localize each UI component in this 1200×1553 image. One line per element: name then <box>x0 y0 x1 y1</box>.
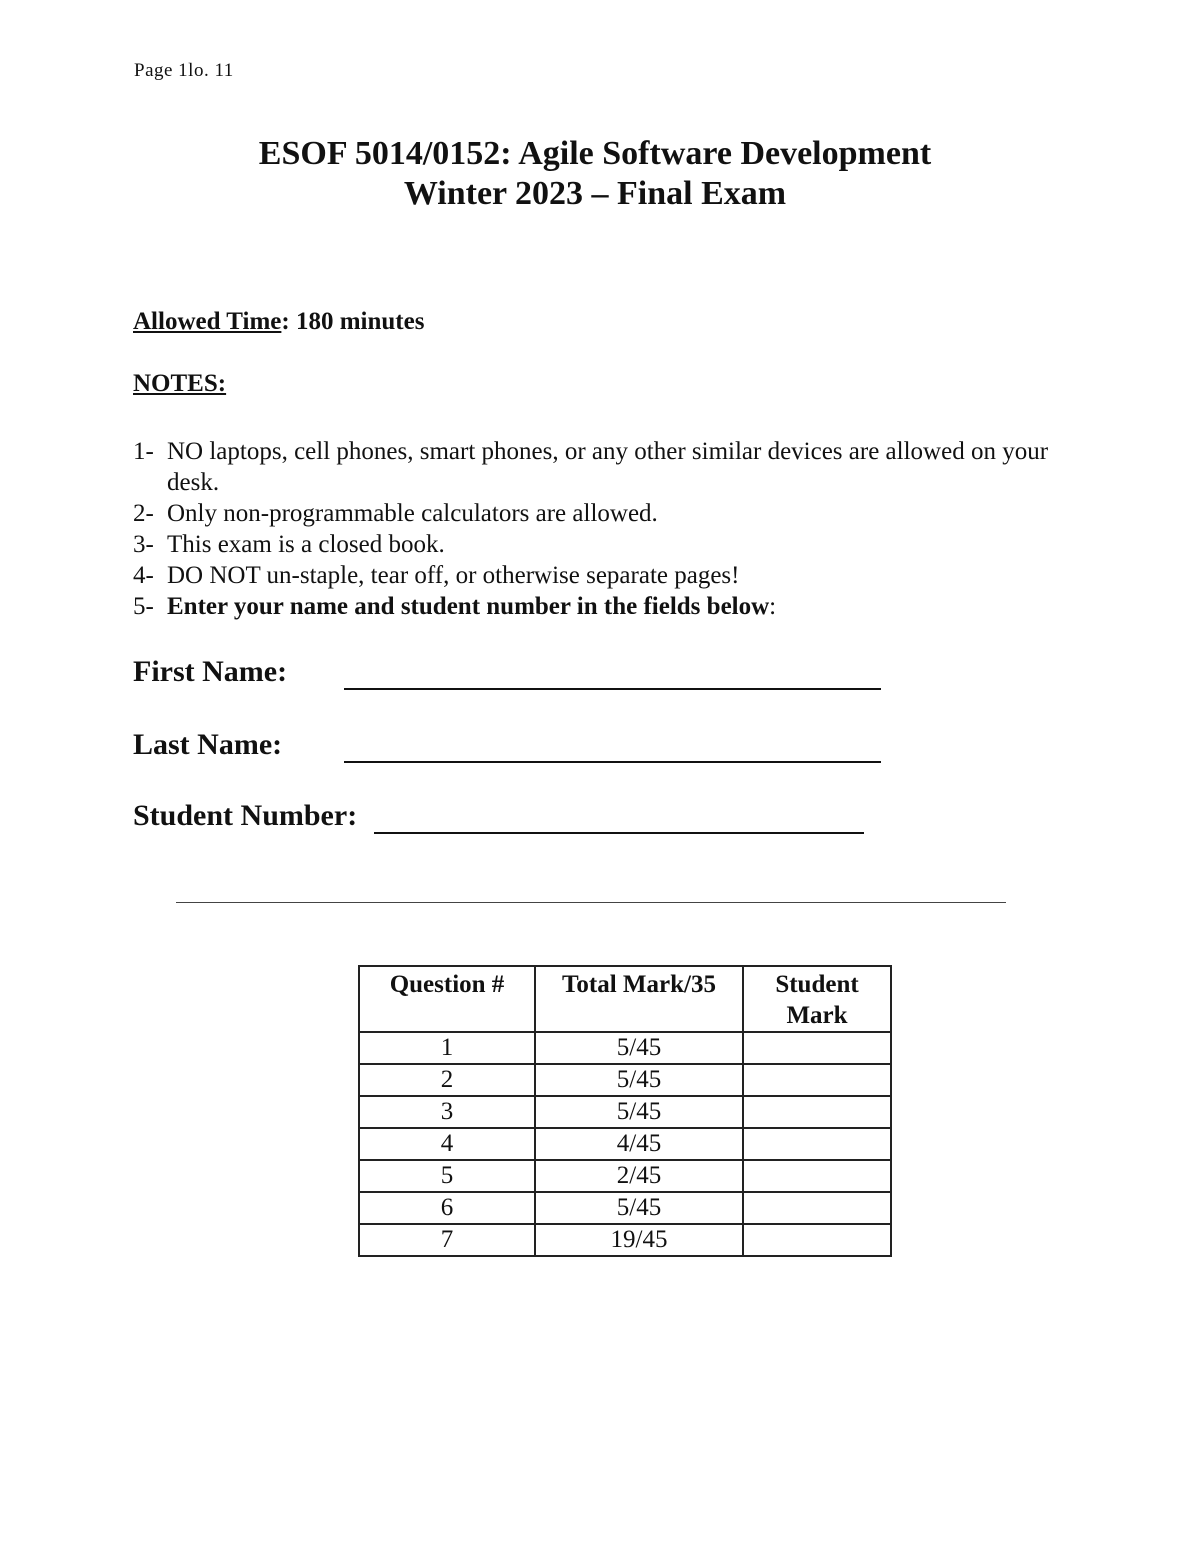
last-name-label: Last Name: <box>133 728 283 761</box>
note-number: 5- <box>133 593 154 620</box>
total-mark: 19/45 <box>535 1224 743 1256</box>
note-item <box>133 529 1063 560</box>
table-row <box>359 1096 891 1128</box>
separator-line <box>176 902 1006 903</box>
page-number-label: Page 1lo. 11 <box>134 60 234 81</box>
student-mark-cell[interactable] <box>743 1224 891 1256</box>
note-suffix: : <box>769 593 777 620</box>
note-number: 1- <box>133 438 154 465</box>
header-total-mark: Total Mark/35 <box>535 966 743 1032</box>
question-number: 7 <box>359 1224 535 1256</box>
question-number: 1 <box>359 1032 535 1064</box>
note-text: Enter your name and student number in the fields below <box>167 593 770 620</box>
course-title: ESOF 5014/0152: Agile Software Development <box>258 135 932 172</box>
first-name-label: First Name: <box>133 655 288 688</box>
total-mark: 5/45 <box>535 1064 743 1096</box>
note-item <box>133 498 1063 529</box>
question-number: 4 <box>359 1128 535 1160</box>
student-number-field[interactable] <box>374 832 864 834</box>
student-mark-cell[interactable] <box>743 1192 891 1224</box>
marks-table <box>358 965 892 1257</box>
student-mark-cell[interactable] <box>743 1032 891 1064</box>
first-name-field[interactable] <box>344 688 881 690</box>
question-number: 5 <box>359 1160 535 1192</box>
table-header-row <box>359 966 891 1032</box>
student-mark-cell[interactable] <box>743 1064 891 1096</box>
allowed-time-label: Allowed Time <box>133 308 282 335</box>
exam-title <box>0 134 1190 214</box>
table-row <box>359 1160 891 1192</box>
header-question: Question # <box>359 966 535 1032</box>
note-text: This exam is a closed book. <box>167 531 445 558</box>
note-text: Only non-programmable calculators are allowed. <box>167 500 658 527</box>
note-text: NO laptops, cell phones, smart phones, or any other similar devices are allowed on your desk. <box>167 438 1049 496</box>
allowed-time <box>133 308 424 336</box>
total-mark: 5/45 <box>535 1192 743 1224</box>
table-row <box>359 1032 891 1064</box>
table-row <box>359 1224 891 1256</box>
note-number: 4- <box>133 562 154 589</box>
student-mark-cell[interactable] <box>743 1128 891 1160</box>
student-number-label: Student Number: <box>133 799 358 832</box>
note-item <box>133 591 1063 622</box>
note-item <box>133 436 1063 498</box>
table-row <box>359 1128 891 1160</box>
total-mark: 5/45 <box>535 1032 743 1064</box>
total-mark: 2/45 <box>535 1160 743 1192</box>
note-text: DO NOT un-staple, tear off, or otherwise separate pages! <box>167 562 740 589</box>
student-mark-cell[interactable] <box>743 1096 891 1128</box>
notes-heading: NOTES: <box>133 370 227 397</box>
total-mark: 4/45 <box>535 1128 743 1160</box>
note-item <box>133 560 1063 591</box>
header-student-mark: Student Mark <box>743 966 891 1032</box>
note-number: 3- <box>133 531 154 558</box>
note-number: 2- <box>133 500 154 527</box>
table-row <box>359 1064 891 1096</box>
notes-list <box>133 436 1063 622</box>
question-number: 6 <box>359 1192 535 1224</box>
last-name-field[interactable] <box>344 761 881 763</box>
question-number: 2 <box>359 1064 535 1096</box>
student-mark-cell[interactable] <box>743 1160 891 1192</box>
total-mark: 5/45 <box>535 1096 743 1128</box>
question-number: 3 <box>359 1096 535 1128</box>
exam-subtitle: Winter 2023 – Final Exam <box>403 175 787 212</box>
table-row <box>359 1192 891 1224</box>
allowed-time-value: : 180 minutes <box>281 308 425 335</box>
